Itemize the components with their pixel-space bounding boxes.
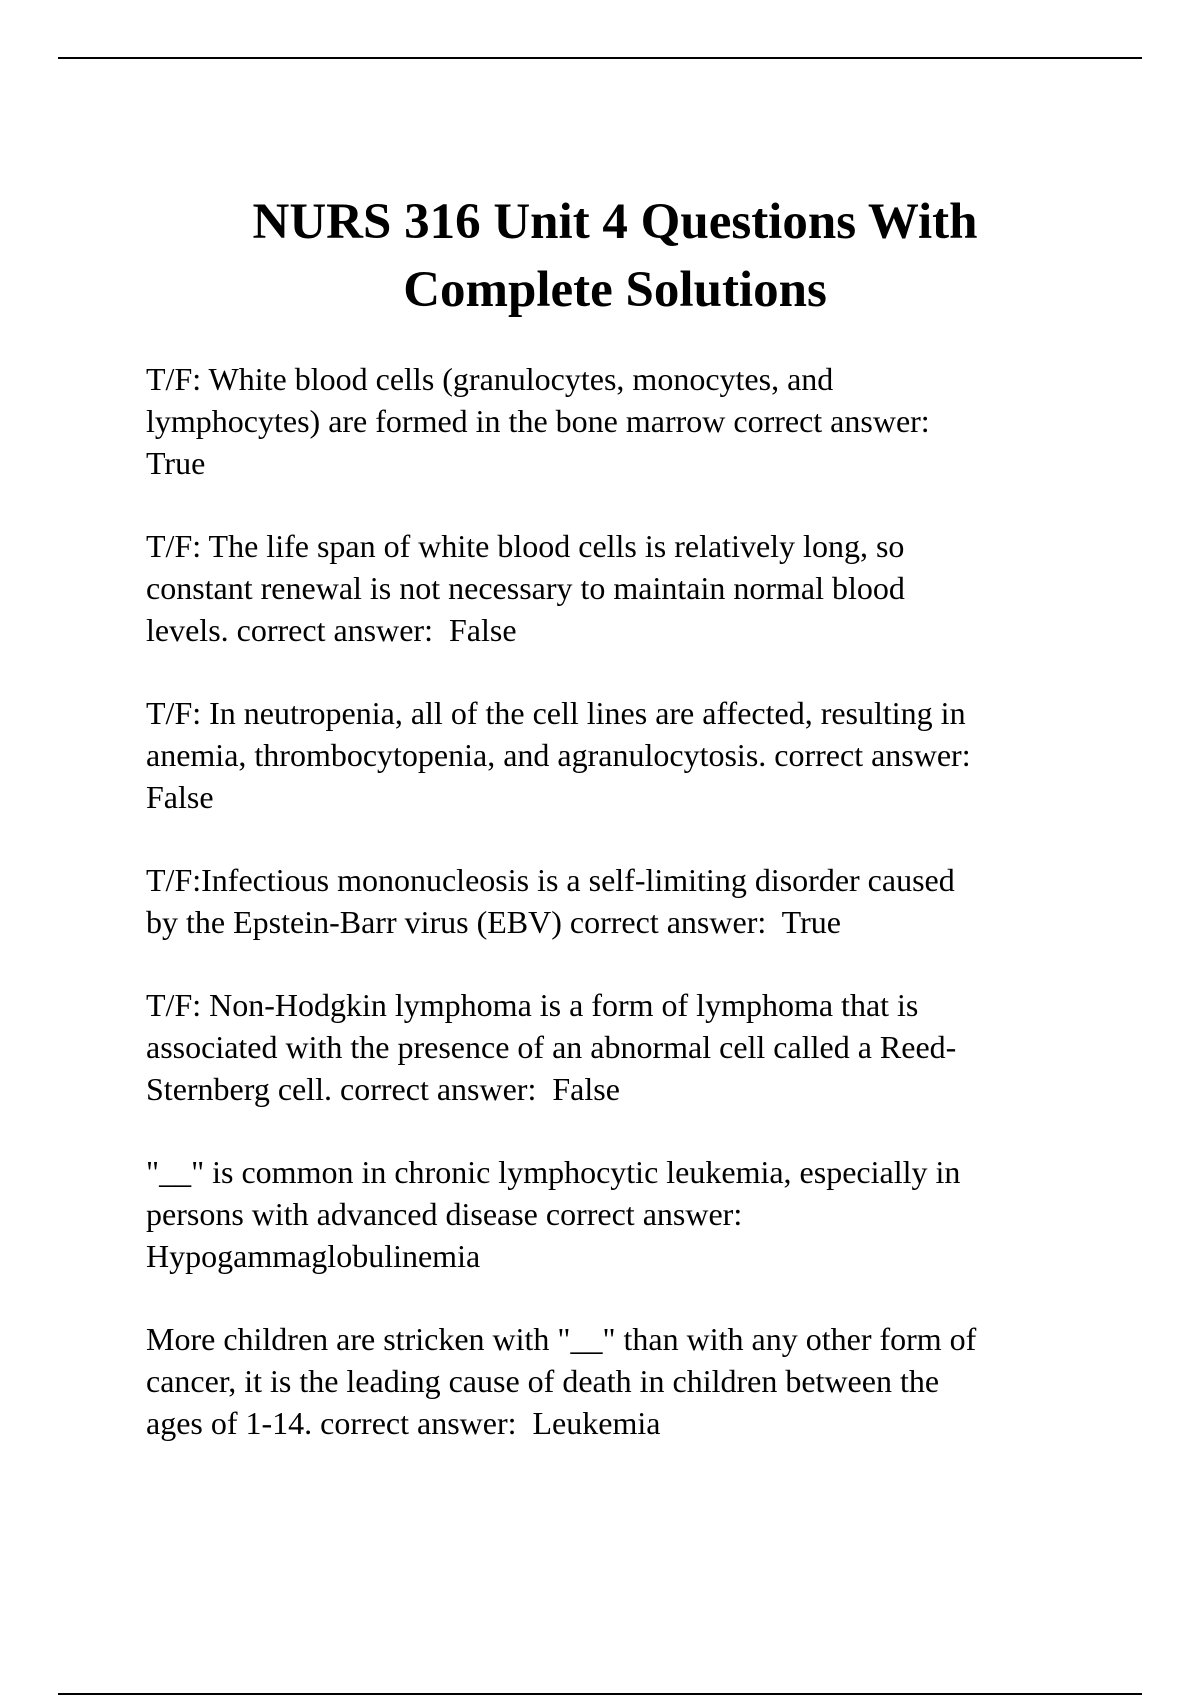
question-text-line: associated with the presence of an abnormal cell called a Reed- bbox=[146, 1029, 957, 1065]
question-item bbox=[146, 859, 1106, 943]
question-list bbox=[146, 358, 1106, 1485]
bottom-rule bbox=[58, 1693, 1142, 1695]
question-text-line: False bbox=[146, 779, 214, 815]
question-text-line: T/F: Non-Hodgkin lymphoma is a form of lymphoma that is bbox=[146, 987, 919, 1023]
question-text-line: by the Epstein-Barr virus (EBV) correct answer: True bbox=[146, 904, 841, 940]
question-item bbox=[146, 692, 1106, 818]
question-item bbox=[146, 358, 1106, 484]
question-text-line: Hypogammaglobulinemia bbox=[146, 1238, 481, 1274]
document-title bbox=[145, 188, 1085, 324]
question-text-line: "__" is common in chronic lymphocytic leukemia, especially in bbox=[146, 1154, 961, 1190]
question-item bbox=[146, 984, 1106, 1110]
question-text-line: cancer, it is the leading cause of death in children between the bbox=[146, 1363, 940, 1399]
question-text-line: levels. correct answer: False bbox=[146, 612, 517, 648]
question-item bbox=[146, 525, 1106, 651]
question-text-line: persons with advanced disease correct answer: bbox=[146, 1196, 743, 1232]
question-item bbox=[146, 1151, 1106, 1277]
question-text-line: True bbox=[146, 445, 206, 481]
question-text-line: ages of 1-14. correct answer: Leukemia bbox=[146, 1405, 661, 1441]
question-text-line: Sternberg cell. correct answer: False bbox=[146, 1071, 620, 1107]
question-text-line: T/F: The life span of white blood cells is relatively long, so bbox=[146, 528, 905, 564]
question-text-line: T/F:Infectious mononucleosis is a self-limiting disorder caused bbox=[146, 862, 955, 898]
question-text-line: constant renewal is not necessary to maintain normal blood bbox=[146, 570, 905, 606]
question-text-line: lymphocytes) are formed in the bone marrow correct answer: bbox=[146, 403, 930, 439]
title-line: NURS 316 Unit 4 Questions With bbox=[252, 194, 978, 250]
question-text-line: More children are stricken with "__" than with any other form of bbox=[146, 1321, 977, 1357]
title-line: Complete Solutions bbox=[403, 262, 827, 318]
question-item bbox=[146, 1318, 1106, 1444]
question-text-line: T/F: In neutropenia, all of the cell lines are affected, resulting in bbox=[146, 695, 966, 731]
top-rule bbox=[58, 57, 1142, 59]
question-text-line: anemia, thrombocytopenia, and agranulocytosis. correct answer: bbox=[146, 737, 971, 773]
question-text-line: T/F: White blood cells (granulocytes, monocytes, and bbox=[146, 361, 834, 397]
